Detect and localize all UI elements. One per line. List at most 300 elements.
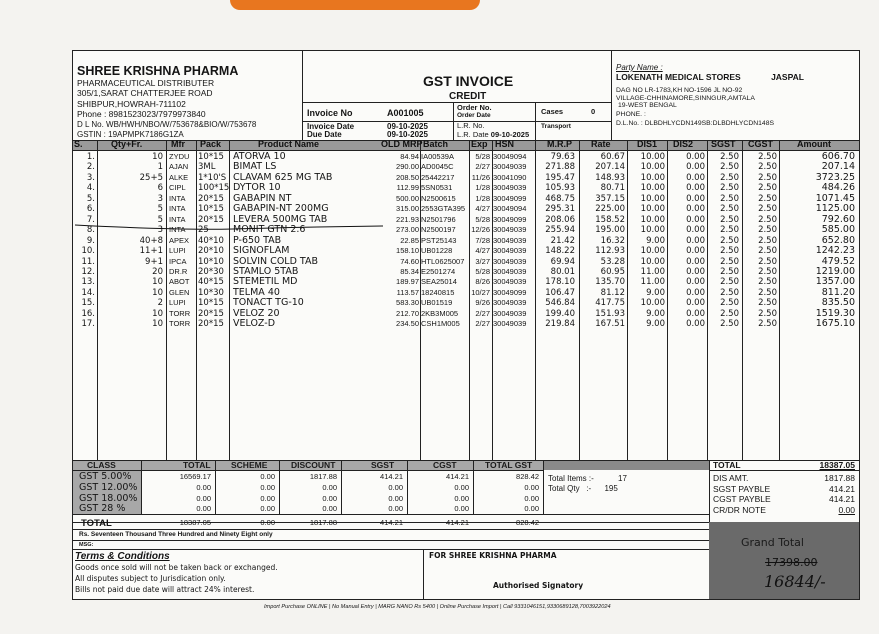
cell-hsn: 30049039 (493, 277, 527, 287)
lr-no-label: L.R. No. (457, 121, 485, 130)
cell-sgst: 2.50 (720, 256, 739, 267)
cell-hsn: 30049039 (493, 298, 527, 308)
cell-pack: 10*15 (198, 298, 224, 309)
cell-mrp: 255.94 (545, 225, 575, 236)
cell-old-mrp: 212.70 (396, 308, 419, 318)
summary-divider (407, 460, 408, 514)
cell-s: 16. (81, 308, 95, 319)
cell-sgst: 2.50 (720, 246, 739, 257)
cell-sgst: 2.50 (720, 298, 739, 309)
cell-dis2: 0.00 (686, 204, 705, 215)
cell-exp: 1/28 (475, 183, 490, 193)
lr-date (457, 130, 529, 139)
cell-cgst: 2.50 (758, 162, 777, 173)
cell-cgst: 2.50 (758, 277, 777, 288)
due-date-label: Due Date (307, 130, 342, 139)
cell-mrp: 105.93 (545, 183, 575, 194)
cell-hsn: 30049099 (493, 214, 527, 224)
column-header: OLD MRP (381, 139, 423, 149)
summary-header: SGST (371, 460, 395, 470)
cell-rate: 80.71 (600, 183, 625, 194)
crdr-note-value: 0.00 (838, 504, 855, 515)
cell-old-mrp: 85.34 (400, 266, 419, 276)
cell-sgst: 2.50 (720, 214, 739, 225)
table-row (73, 319, 859, 330)
cell-mfr: IPCA (169, 256, 187, 266)
cell-sgst: 2.50 (720, 319, 739, 330)
cell-mfr: ALKE (169, 172, 189, 182)
totals-total-value: 18387.05 (819, 460, 855, 470)
seller-block (77, 65, 303, 141)
cell-cgst: 2.50 (758, 246, 777, 257)
cell-old-mrp: 84.94 (400, 152, 419, 161)
column-header: SGST (711, 139, 736, 149)
cell-mfr: APEX (169, 235, 190, 245)
cell-dis1: 9.00 (646, 319, 665, 330)
summary-total-total-gst: 828.42 (516, 518, 539, 527)
cell-old-mrp: 112.99 (396, 183, 419, 193)
cell-mfr: LUPI (169, 298, 186, 308)
cell-sgst: 2.50 (720, 225, 739, 236)
cell-dis2: 0.00 (686, 235, 705, 246)
cell-rate: 417.75 (595, 298, 625, 309)
summary-total-gst: 0.00 (524, 504, 539, 514)
table-row (73, 277, 859, 288)
cell-exp: 5/28 (475, 152, 490, 161)
invoice-subtitle: CREDIT (449, 91, 487, 102)
cell-s: 7. (86, 214, 95, 225)
party-address-3: 19-WEST BENGAL (618, 102, 677, 109)
cell-batch: CSH1M005 (421, 319, 460, 329)
cell-name: STEMETIL MD (233, 276, 298, 288)
cell-amount: 484.26 (821, 182, 855, 194)
summary-sgst: 0.00 (388, 504, 403, 514)
cell-old-mrp: 583.30 (396, 298, 419, 308)
cell-rate: 135.70 (595, 277, 625, 288)
table-row (73, 236, 859, 247)
cell-name: GABAPIN-NT 200MG (233, 203, 329, 215)
summary-header: CGST (433, 460, 457, 470)
total-items-label: Total Items :- (548, 474, 594, 483)
cell-amount: 811.20 (821, 286, 855, 298)
cell-hsn: 30049099 (493, 193, 527, 203)
cell-batch: SEA25014 (421, 277, 457, 287)
cell-mfr: TORR (169, 319, 191, 329)
cell-rate: 16.32 (600, 235, 625, 246)
cell-exp: 3/27 (475, 256, 490, 266)
cell-exp: 2/27 (475, 308, 490, 318)
cell-name: LEVERA 500MG TAB (233, 213, 328, 225)
column-header: Pack (200, 139, 222, 149)
strikethrough-mark (73, 221, 393, 236)
amount-in-words: Rs. Seventeen Thousand Three Hundred and Ninety Eight only (79, 531, 273, 538)
cell-hsn: 30041090 (493, 172, 527, 182)
cell-amount: 835.50 (821, 297, 855, 309)
table-row (73, 246, 859, 257)
cell-mrp: 271.88 (545, 162, 575, 173)
cell-exp: 10/27 (471, 287, 490, 297)
cell-dis1: 9.00 (646, 287, 665, 298)
cell-dis2: 0.00 (686, 183, 705, 194)
column-header: Qty+Fr. (111, 139, 143, 149)
summary-header: SCHEME (231, 460, 268, 470)
column-header: M.R.P (547, 139, 573, 149)
cell-hsn: 30049039 (493, 183, 527, 193)
cell-mrp: 295.31 (545, 204, 575, 215)
cell-sgst: 2.50 (720, 277, 739, 288)
total-qty-label: Total Qty :- (548, 484, 592, 493)
cell-cgst: 2.50 (758, 287, 777, 298)
cell-name: CLAVAM 625 MG TAB (233, 171, 333, 183)
cell-amount: 606.70 (821, 151, 855, 162)
cell-mrp: 21.42 (550, 235, 575, 246)
column-header: Rate (591, 139, 611, 149)
cell-exp: 11/26 (471, 172, 490, 182)
summary-class: GST 12.00% (79, 481, 138, 493)
cell-qty: 10 (152, 277, 163, 288)
cell-exp: 2/27 (475, 162, 490, 172)
cell-amount: 1357.00 (815, 276, 855, 288)
cell-name: BIMAT LS (233, 161, 277, 173)
cell-hsn: 30049039 (493, 246, 527, 256)
cell-s: 10. (81, 246, 95, 257)
summary-header: TOTAL (183, 460, 211, 470)
cell-mfr: GLEN (169, 287, 190, 297)
summary-scheme: 0.00 (260, 504, 275, 514)
cell-rate: 207.14 (595, 162, 625, 173)
cell-mrp: 199.40 (545, 308, 575, 319)
cell-s: 15. (81, 298, 95, 309)
cell-sgst: 2.50 (720, 266, 739, 277)
cell-pack: 100*15 (198, 183, 230, 194)
cell-hsn: 30049039 (493, 256, 527, 266)
cell-batch: 2553GTA395 (421, 204, 466, 214)
table-row (73, 267, 859, 278)
order-no-label: Order No. (457, 103, 492, 112)
cell-dis1: 11.00 (640, 266, 665, 277)
seller-name: SHREE KRISHNA PHARMA (77, 64, 239, 78)
summary-total: 0.00 (196, 482, 211, 492)
cell-pack: 20*15 (198, 214, 224, 225)
party-dl: D.L.No. : DLBDHLYCDN149SB:DLBDHLYCDN148S (616, 119, 775, 127)
cell-s: 5. (86, 193, 95, 204)
sgst-payable-label: SGST PAYBLE (713, 483, 771, 494)
cell-batch: IA00539A (421, 152, 454, 161)
orange-edge (230, 0, 480, 10)
cell-dis2: 0.00 (686, 193, 705, 204)
cell-amount: 1219.00 (815, 265, 855, 277)
cell-dis1: 10.00 (640, 162, 665, 173)
summary-total-label: TOTAL (81, 518, 112, 529)
party-address-1: DAG NO LR-1783,KH NO-1596 JL NO-92 (616, 87, 743, 94)
cell-dis2: 0.00 (686, 277, 705, 288)
cell-cgst: 2.50 (758, 308, 777, 319)
total-items (548, 474, 627, 484)
crdr-note-label: CR/DR NOTE (713, 504, 766, 515)
cell-mrp: 106.47 (545, 287, 575, 298)
cell-name: SIGNOFLAM (233, 245, 290, 257)
cell-amount: 3723.25 (815, 171, 855, 183)
column-header: Product Name (258, 139, 320, 149)
cell-old-mrp: 273.00 (396, 225, 419, 235)
column-header: CGST (748, 139, 774, 149)
cell-hsn: 30049099 (493, 287, 527, 297)
cell-old-mrp: 113.57 (396, 287, 419, 297)
cell-dis1: 10.00 (640, 225, 665, 236)
summary-sgst: 0.00 (388, 493, 403, 503)
cell-rate: 151.93 (595, 308, 625, 319)
cell-amount: 585.00 (821, 224, 855, 236)
cell-qty: 5 (157, 204, 163, 215)
cell-s: 12. (81, 266, 95, 277)
column-header: S. (74, 139, 83, 149)
cell-mfr: INTA (169, 214, 186, 224)
summary-header: DISCOUNT (291, 460, 336, 470)
summary-total-sgst: 414.21 (380, 518, 403, 527)
cell-qty: 6 (157, 183, 163, 194)
seller-gstin: GSTIN : 19APMPK7186G1ZA (77, 130, 184, 139)
summary-scheme: 0.00 (260, 493, 275, 503)
dis-amt-value: 1817.88 (824, 473, 855, 483)
cell-qty: 10 (152, 152, 163, 162)
cell-exp: 4/27 (475, 204, 490, 214)
cell-rate: 225.00 (595, 204, 625, 215)
handwritten-total: 16844/- (764, 572, 826, 591)
cell-mrp: 148.22 (545, 246, 575, 257)
cell-mrp: 546.84 (545, 298, 575, 309)
cell-rate: 158.52 (595, 214, 625, 225)
totals-total-label: TOTAL (713, 460, 741, 470)
cell-pack: 40*10 (198, 235, 224, 246)
column-header: DIS2 (673, 139, 694, 149)
invoice-date-label: Invoice Date (307, 122, 355, 131)
cell-cgst: 2.50 (758, 183, 777, 194)
table-row (73, 298, 859, 309)
cell-exp: 5/28 (475, 266, 490, 276)
cell-mrp: 80.01 (550, 266, 575, 277)
summary-divider (279, 460, 280, 514)
summary-total-gst: 0.00 (524, 482, 539, 492)
due-date: 09-10-2025 (387, 130, 428, 139)
cell-hsn: 30049039 (493, 235, 527, 245)
party-area: JASPAL (771, 72, 804, 82)
terms-block (75, 551, 420, 595)
summary-divider (341, 460, 342, 514)
cell-batch: UB01228 (421, 246, 453, 256)
summary-scheme: 0.00 (260, 472, 275, 481)
cell-exp: 4/27 (475, 246, 490, 256)
cell-dis1: 10.00 (640, 183, 665, 194)
table-row (73, 152, 859, 163)
cell-name: SOLVIN COLD TAB (233, 255, 319, 267)
cell-s: 17. (81, 319, 95, 330)
summary-cgst: 0.00 (454, 493, 469, 503)
table-row (73, 288, 859, 299)
cell-pack: 10*15 (198, 152, 224, 162)
cell-batch: UB01519 (421, 298, 453, 308)
cell-s: 2. (86, 162, 95, 173)
total-items-value: 17 (618, 474, 627, 483)
cell-hsn: 30049039 (493, 225, 527, 235)
cell-amount: 1519.30 (815, 307, 855, 319)
cell-qty: 2 (157, 298, 163, 309)
cell-name: DYTOR 10 (233, 182, 281, 194)
summary-divider (215, 460, 216, 514)
cell-mfr: AJAN (169, 162, 189, 172)
summary-total: 0.00 (196, 504, 211, 514)
cell-dis2: 0.00 (686, 287, 705, 298)
summary-class: GST 5.00% (79, 471, 132, 482)
cell-cgst: 2.50 (758, 256, 777, 267)
summary-class: GST 28 % (79, 503, 126, 515)
table-row (73, 204, 859, 215)
summary-total: 0.00 (196, 493, 211, 503)
cell-dis2: 0.00 (686, 225, 705, 236)
column-header: DIS1 (637, 139, 658, 149)
cell-batch: PST25143 (421, 235, 457, 245)
cell-qty: 25+5 (139, 172, 163, 183)
summary-total-gst: 828.42 (516, 472, 539, 481)
cell-qty: 10 (152, 308, 163, 319)
terms-line-2: All disputes subject to Jurisdication only. (75, 574, 226, 583)
cell-amount: 1675.10 (815, 318, 855, 330)
cell-cgst: 2.50 (758, 204, 777, 215)
cell-mfr: INTA (169, 193, 186, 203)
party-name-line (616, 72, 856, 83)
cell-pack: 40*15 (198, 277, 224, 288)
cell-pack: 20*15 (198, 193, 224, 204)
summary-discount: 0.00 (322, 504, 337, 514)
cell-dis2: 0.00 (686, 308, 705, 319)
invoice-sheet (72, 50, 860, 600)
cell-hsn: 30049039 (493, 266, 527, 276)
cell-qty: 20 (152, 266, 163, 277)
cell-exp: 12/26 (471, 225, 490, 235)
cell-dis2: 0.00 (686, 319, 705, 330)
cell-hsn: 30049039 (493, 308, 527, 318)
cell-exp: 1/28 (475, 193, 490, 203)
cell-dis2: 0.00 (686, 246, 705, 257)
party-address-2: VILLAGE-CHHINAMORE,SINNGUR,AMTALA (616, 94, 755, 102)
cell-amount: 792.60 (821, 213, 855, 225)
for-company-label: FOR SHREE KRISHNA PHARMA (429, 551, 557, 560)
invoice-date: 09-10-2025 (387, 122, 428, 131)
sgst-payable-value: 414.21 (829, 483, 855, 494)
cell-amount: 652.80 (821, 234, 855, 246)
cell-dis2: 0.00 (686, 256, 705, 267)
column-header: Mfr (171, 139, 185, 149)
cell-cgst: 2.50 (758, 214, 777, 225)
summary-sgst: 0.00 (388, 482, 403, 492)
cell-mfr: DR.R (169, 266, 188, 276)
cell-dis1: 10.00 (640, 298, 665, 309)
cell-mrp: 468.75 (545, 193, 575, 204)
seller-address-2: SHIBPUR,HOWRAH-711102 (77, 98, 186, 109)
cell-cgst: 2.50 (758, 266, 777, 277)
column-header: Batch (423, 139, 449, 149)
cell-batch: HTL0625007 (421, 256, 465, 266)
cell-cgst: 2.50 (758, 152, 777, 162)
cell-name: VELOZ 20 (233, 307, 280, 319)
cell-dis1: 9.00 (646, 235, 665, 246)
cell-batch: AD0045C (421, 162, 454, 172)
cell-mrp: 79.63 (550, 152, 575, 162)
cell-cgst: 2.50 (758, 298, 777, 309)
cell-amount: 1125.00 (815, 203, 855, 215)
invoice-no-label: Invoice No (307, 108, 353, 118)
cell-sgst: 2.50 (720, 162, 739, 173)
summary-total-total: 18387.05 (179, 518, 211, 527)
cell-old-mrp: 221.93 (396, 214, 419, 224)
cell-old-mrp: 290.00 (396, 162, 419, 172)
cell-batch: 2KB3M005 (421, 308, 459, 318)
cell-name: P-650 TAB (233, 234, 282, 246)
summary-scheme: 0.00 (260, 482, 275, 492)
cell-mrp: 178.10 (545, 277, 575, 288)
cell-old-mrp: 22.85 (400, 235, 419, 245)
cell-qty: 10 (152, 287, 163, 298)
cell-mrp: 219.84 (545, 319, 575, 330)
summary-header-dark (543, 461, 709, 470)
table-row (73, 183, 859, 194)
seller-phone: Phone : 8981523023/7979973840 (77, 109, 206, 119)
cell-dis2: 0.00 (686, 298, 705, 309)
cell-dis1: 10.00 (640, 214, 665, 225)
cell-s: 11. (81, 256, 95, 267)
cell-pack: 10*15 (198, 204, 224, 215)
summary-total-discount: 1817.88 (309, 518, 337, 527)
cell-mfr: TORR (169, 308, 191, 318)
cell-old-mrp: 189.97 (396, 277, 419, 287)
cell-rate: 148.93 (595, 172, 625, 183)
cell-rate: 167.51 (595, 319, 625, 330)
cell-mfr: ZYDU (169, 152, 190, 161)
cell-old-mrp: 158.10 (396, 246, 419, 256)
summary-cgst: 0.00 (454, 482, 469, 492)
cell-qty: 5 (157, 214, 163, 225)
summary-discount: 0.00 (322, 482, 337, 492)
cases-value: 0 (591, 107, 596, 116)
summary-cgst: 414.21 (446, 472, 469, 481)
cell-name: GABAPIN NT (233, 192, 292, 204)
grand-total-label: Grand Total (741, 536, 804, 549)
cell-old-mrp: 234.50 (396, 319, 419, 329)
cell-dis1: 9.00 (646, 308, 665, 319)
cell-qty: 11+1 (139, 246, 163, 257)
cell-batch: 25442217 (421, 172, 455, 182)
cell-hsn: 30049094 (493, 204, 527, 214)
cell-cgst: 2.50 (758, 319, 777, 330)
cell-s: 1. (86, 152, 95, 162)
column-header: Amount (797, 139, 831, 149)
terms-title: Terms & Conditions (75, 551, 170, 562)
cell-exp: 9/26 (475, 298, 490, 308)
cell-old-mrp: 500.00 (396, 193, 419, 203)
cell-hsn: 30049039 (493, 319, 527, 329)
cell-dis2: 0.00 (686, 214, 705, 225)
column-header: HSN (495, 139, 515, 149)
cell-sgst: 2.50 (720, 287, 739, 298)
cell-qty: 3 (157, 225, 163, 236)
cell-batch: N2501796 (421, 214, 456, 224)
summary-divider (141, 460, 142, 514)
cell-pack: 1*10'S (198, 172, 227, 183)
party-label: Party Name : (616, 63, 663, 72)
cell-qty: 1 (157, 162, 163, 173)
party-block (616, 63, 856, 128)
seller-tagline: PHARMACEUTICAL DISTRIBUTER (77, 78, 215, 88)
transport-label: Transport (541, 123, 571, 130)
